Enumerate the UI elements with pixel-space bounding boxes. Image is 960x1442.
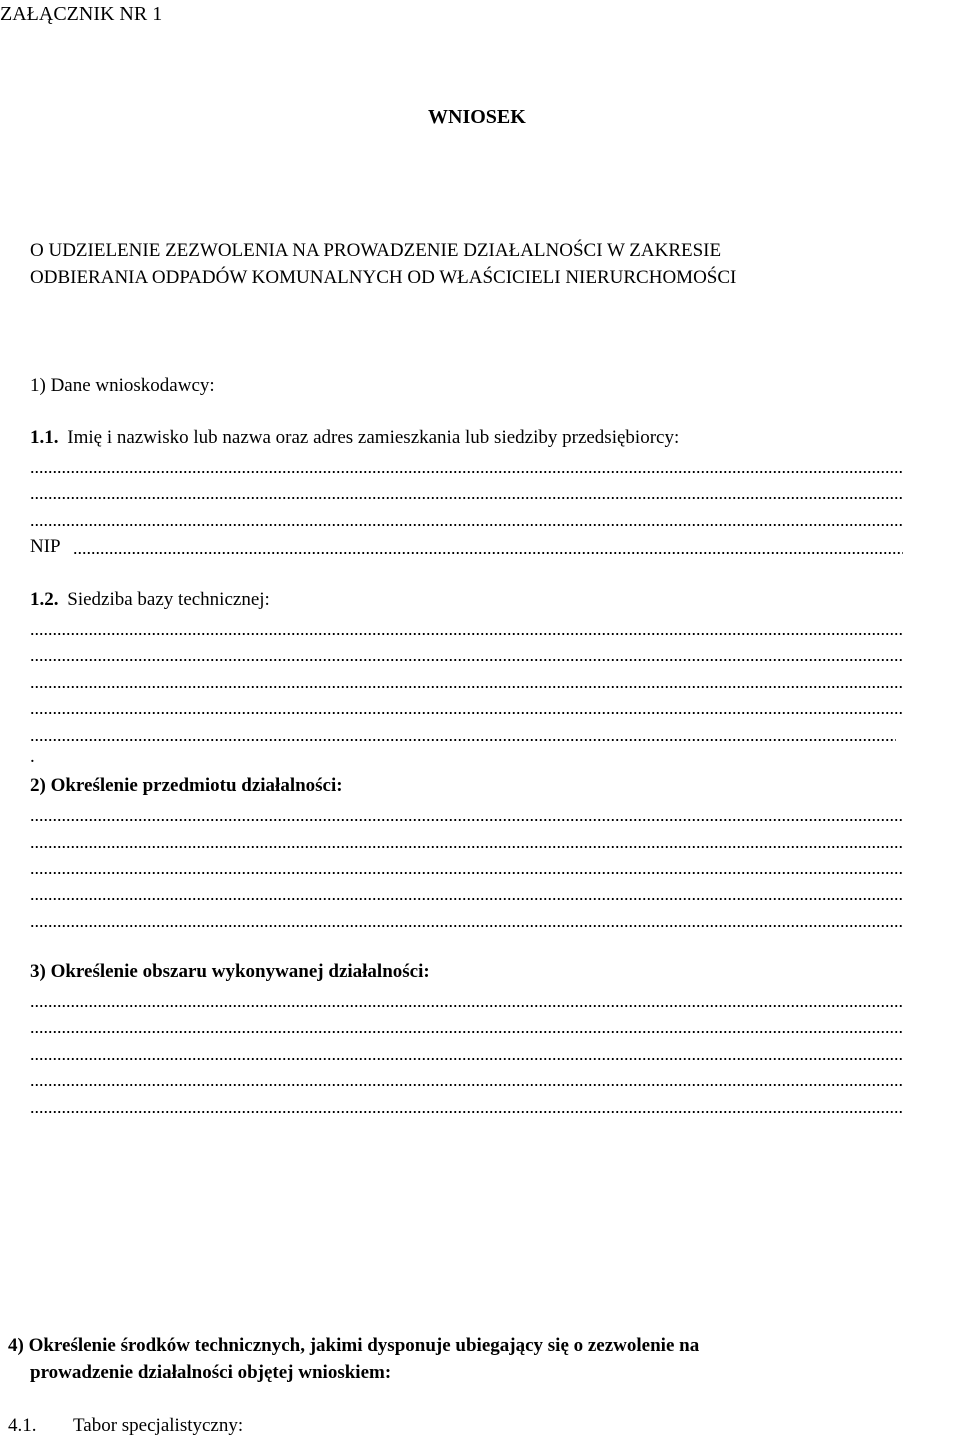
activity-subject-line-1[interactable] xyxy=(30,819,903,821)
document-title: WNIOSEK xyxy=(428,106,526,128)
section-1-2-number: 1.2. xyxy=(30,589,59,610)
activity-subject-line-2[interactable] xyxy=(30,846,903,848)
trailing-dot: . xyxy=(30,746,35,767)
applicant-name-line-1[interactable] xyxy=(30,471,903,473)
activity-area-line-4[interactable] xyxy=(30,1084,903,1086)
activity-area-line-3[interactable] xyxy=(30,1058,903,1060)
activity-subject-line-3[interactable] xyxy=(30,872,903,874)
section-1-2-label xyxy=(30,590,270,609)
activity-area-line-2[interactable] xyxy=(30,1031,903,1033)
activity-subject-line-4[interactable] xyxy=(30,898,903,900)
applicant-name-line-3[interactable] xyxy=(30,524,903,526)
nip-label: NIP xyxy=(30,536,61,557)
section-1-2-text: Siedziba bazy technicznej: xyxy=(67,589,270,610)
section-1-1-number: 1.1. xyxy=(30,427,59,448)
activity-subject-line-5[interactable] xyxy=(30,925,903,927)
technical-base-line-1[interactable] xyxy=(30,633,903,635)
section-3-heading: 3) Określenie obszaru wykonywanej działalności: xyxy=(30,961,430,982)
section-1-heading: 1) Dane wnioskodawcy: xyxy=(30,375,215,396)
section-4-heading-line-1: 4) Określenie środków technicznych, jakimi dysponuje ubiegający się o zezwolenie na xyxy=(8,1335,700,1356)
section-4-1-number: 4.1. xyxy=(8,1415,37,1436)
technical-base-line-2[interactable] xyxy=(30,659,903,661)
section-4-heading-line-2: prowadzenie działalności objętej wnioskiem: xyxy=(30,1362,392,1383)
section-4-1-text: Tabor specjalistyczny: xyxy=(73,1415,244,1436)
attachment-header: ZAŁĄCZNIK NR 1 xyxy=(0,3,163,25)
technical-base-line-5[interactable] xyxy=(30,739,896,741)
nip-field[interactable] xyxy=(73,552,903,554)
activity-area-line-5[interactable] xyxy=(30,1111,903,1113)
technical-base-line-3[interactable] xyxy=(30,686,903,688)
applicant-name-line-2[interactable] xyxy=(30,497,903,499)
document-subtitle-line-2: ODBIERANIA ODPADÓW KOMUNALNYCH OD WŁAŚCICIELI NIERURCHOMOŚCI xyxy=(30,267,737,288)
section-1-1-text: Imię i nazwisko lub nazwa oraz adres zamieszkania lub siedziby przedsiębiorcy: xyxy=(67,427,680,448)
section-2-heading: 2) Określenie przedmiotu działalności: xyxy=(30,775,343,796)
activity-area-line-1[interactable] xyxy=(30,1005,903,1007)
section-1-1-label xyxy=(30,428,679,447)
document-subtitle-line-1: O UDZIELENIE ZEZWOLENIA NA PROWADZENIE DZIAŁALNOŚCI W ZAKRESIE xyxy=(30,240,722,261)
technical-base-line-4[interactable] xyxy=(30,712,903,714)
